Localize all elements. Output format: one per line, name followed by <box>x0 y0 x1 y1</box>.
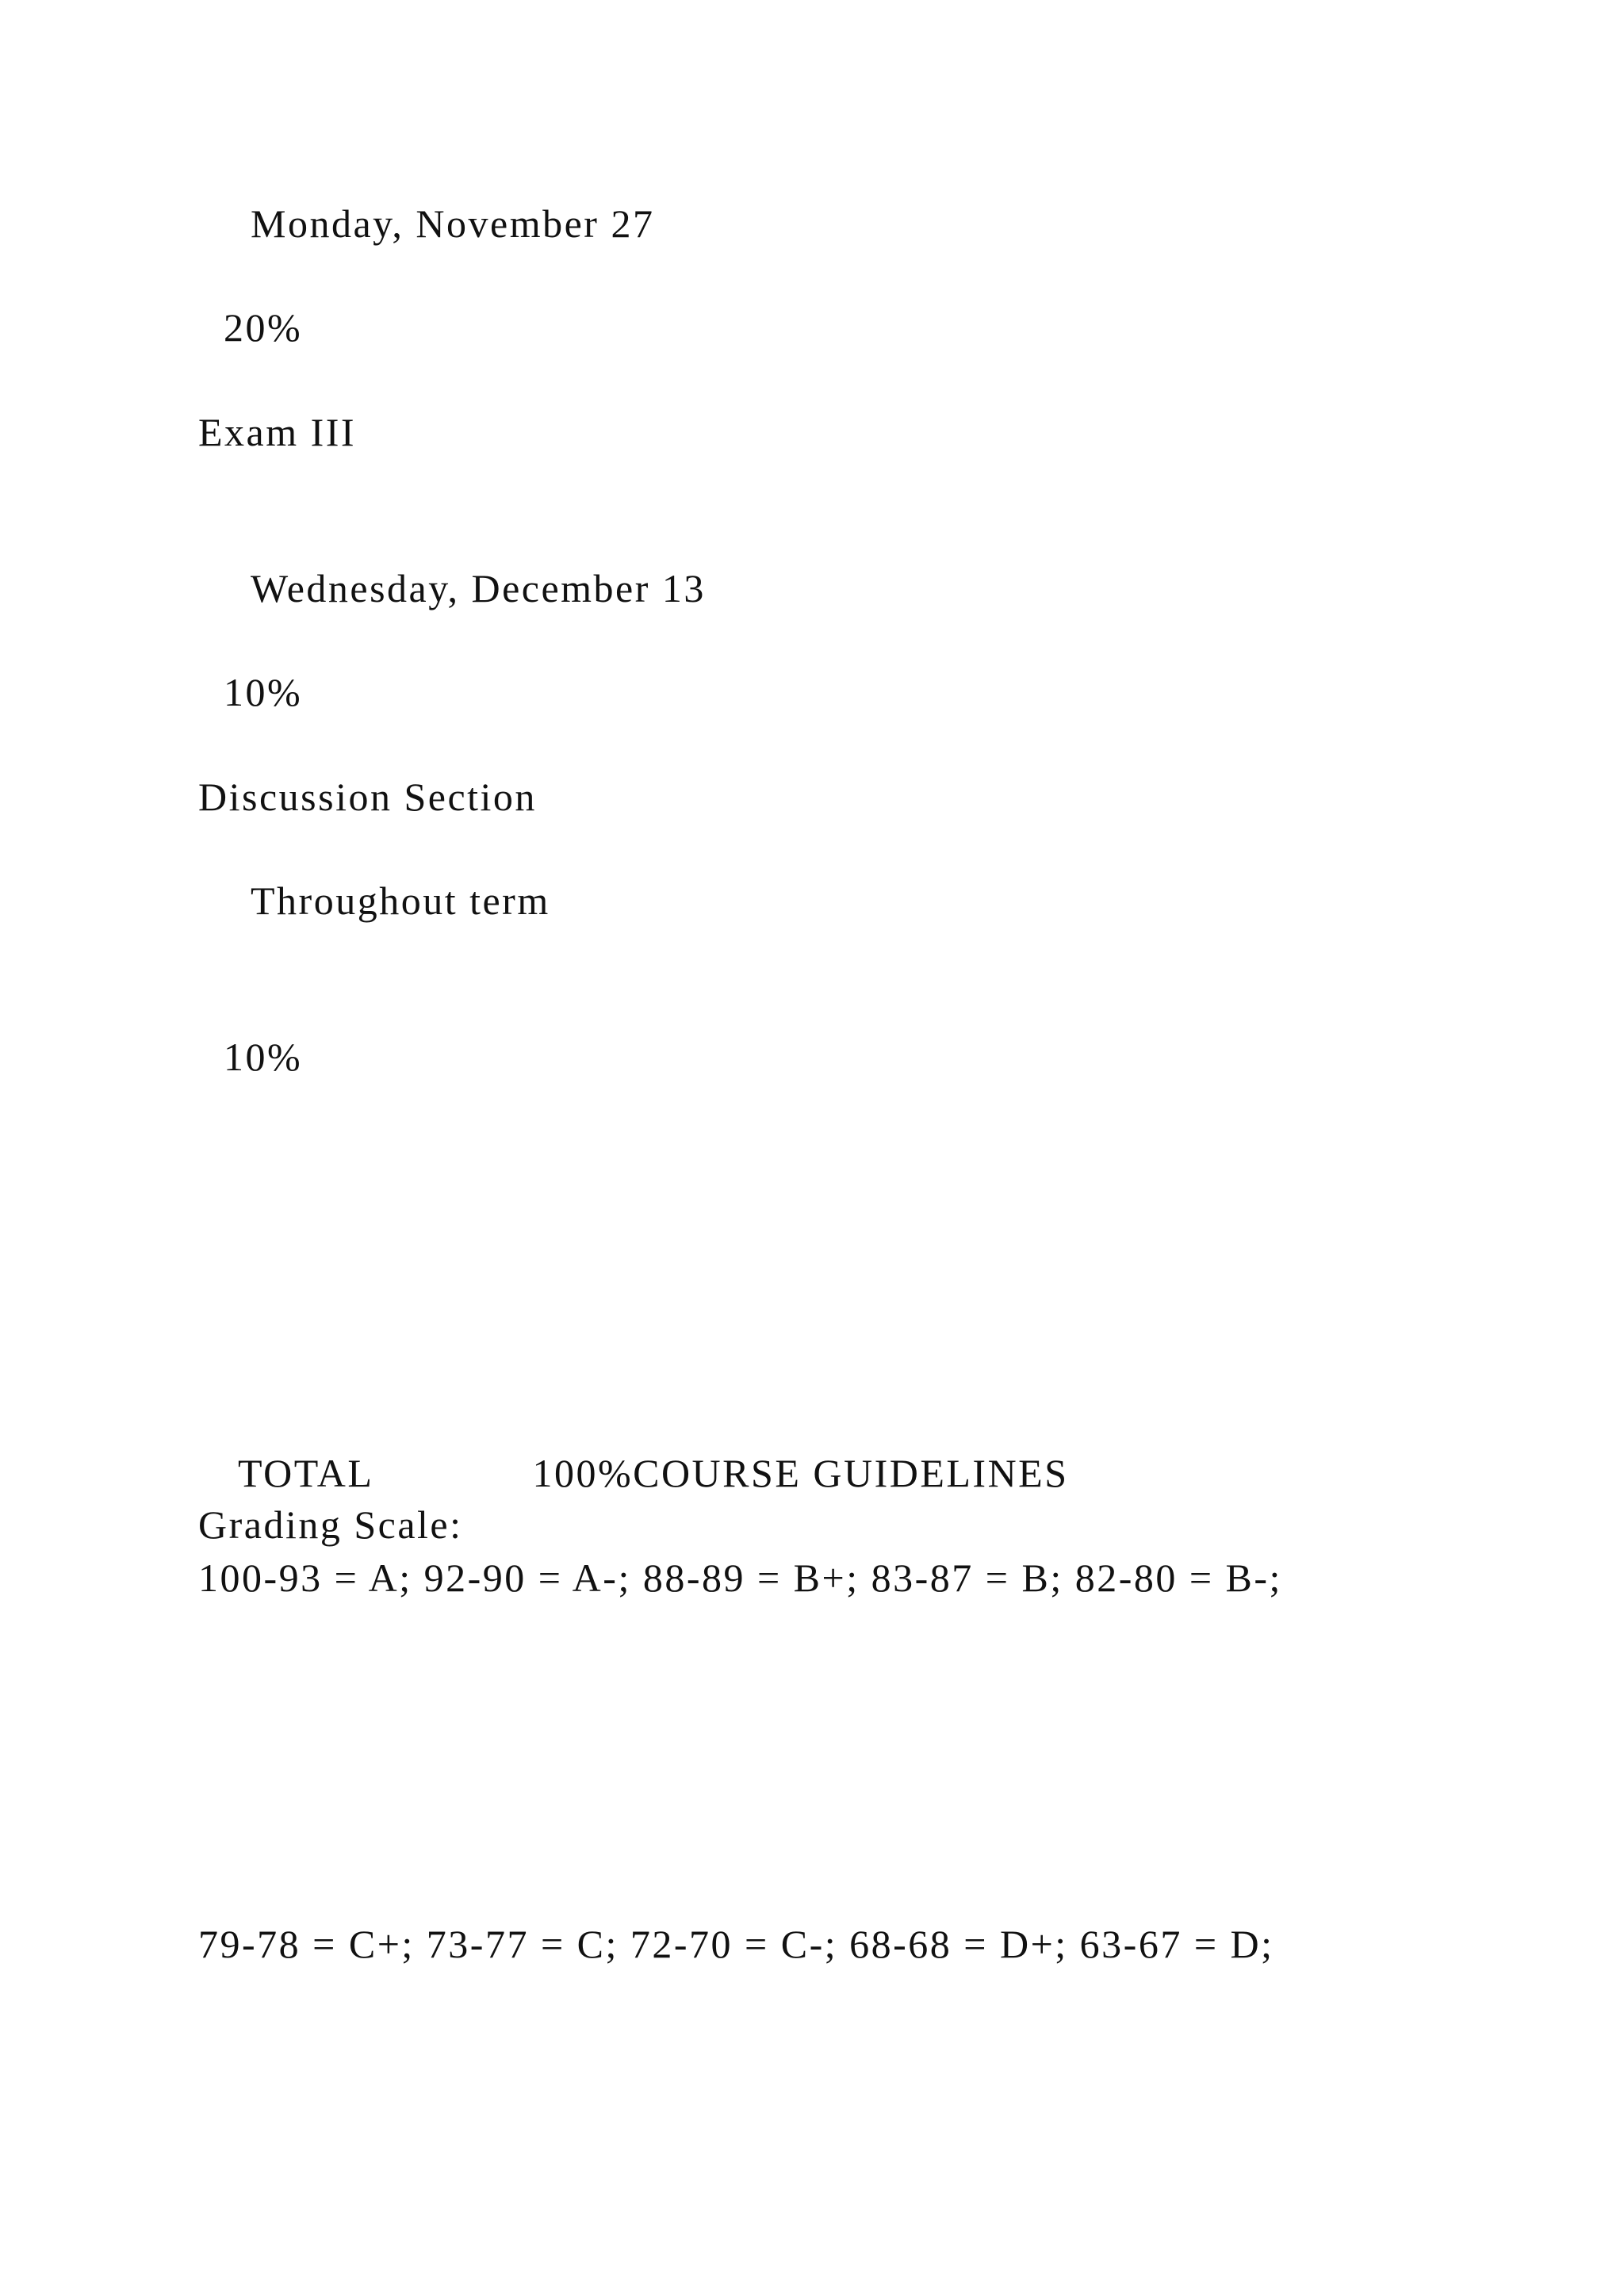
total-label: TOTAL <box>238 1451 374 1495</box>
discussion-section-label: Discussion Section <box>198 775 537 819</box>
grading-scale-line-2: 79-78 = C+; 73-77 = C; 72-70 = C-; 68-68 = D+; 63-67 = D; <box>198 1922 1274 1966</box>
course-guidelines-heading: COURSE GUIDELINES <box>633 1451 1069 1495</box>
total-row <box>238 1449 1069 1497</box>
discussion-section-date: Throughout term <box>251 878 550 923</box>
exam-iii-weight: 10% <box>224 670 303 714</box>
grading-scale-label: Grading Scale: <box>198 1502 463 1547</box>
exam-iii-label: Exam III <box>198 410 357 454</box>
discussion-section-weight: 10% <box>224 1035 303 1079</box>
exam-ii-date: Monday, November 27 <box>251 201 655 246</box>
exam-ii-weight: 20% <box>224 305 303 350</box>
grading-scale-line-1: 100-93 = A; 92-90 = A-; 88-89 = B+; 83-87 = B; 82-80 = B-; <box>198 1556 1282 1600</box>
total-value: 100% <box>532 1451 634 1495</box>
exam-iii-date: Wednesday, December 13 <box>251 566 706 610</box>
